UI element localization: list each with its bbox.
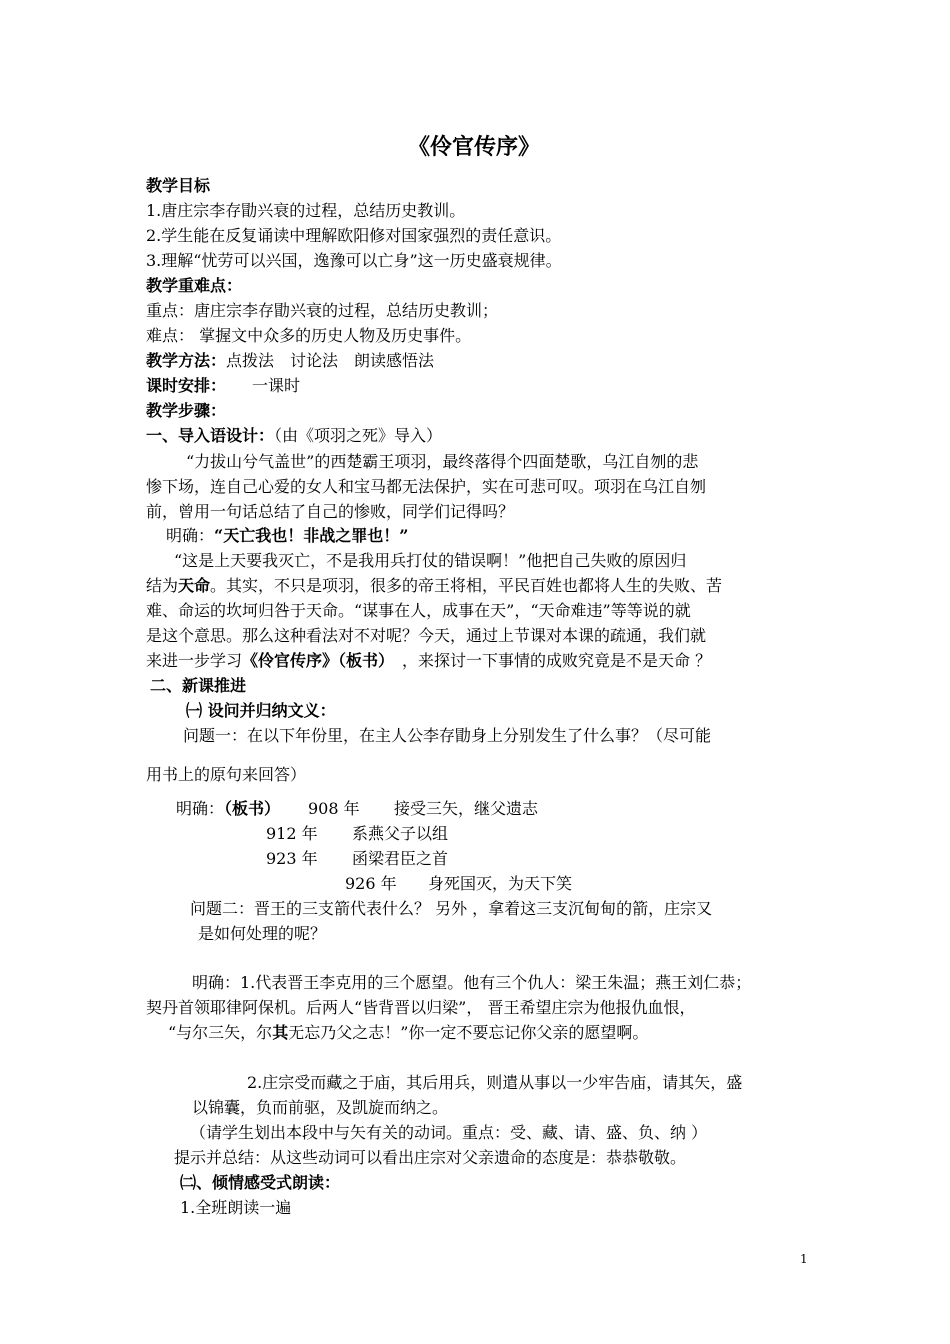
page-number: 1 <box>800 1252 808 1266</box>
explanation-line <box>146 574 722 598</box>
question-2-line: 问题二：晋王的三支箭代表什么？ 另外 ，拿着这三支沉甸甸的箭，庄宗又 <box>190 899 713 918</box>
explanation-line <box>146 649 711 673</box>
explanation-text: 结为 <box>146 576 179 595</box>
answer-quote <box>166 524 408 548</box>
class-hours-text: 一课时 <box>252 376 301 395</box>
section-heading-steps: 教学步骤： <box>146 401 227 420</box>
answer-text: “与尔三矢，尔 <box>168 1023 273 1042</box>
timeline-year: 908 年 <box>308 799 360 818</box>
explanation-line: 难、命运的坎坷归咎于天命。“谋事在人，成事在天”，“天命难违”等等说的就 <box>146 601 691 620</box>
timeline-year: 923 年 <box>266 849 318 868</box>
subsection-heading-1: ㈠ 设问并归纳文义： <box>186 701 336 720</box>
explanation-text: 。其实，不只是项羽，很多的帝王将相，平民百姓也都将人生的失败、苦 <box>210 576 723 595</box>
explanation-emphasis: 天命 <box>178 576 211 595</box>
subsection-heading-2: ㈡、倾情感受式朗读： <box>180 1173 341 1192</box>
answer-3-line: 以锦囊，负而前驱，及凯旋而纳之。 <box>192 1098 449 1117</box>
section-heading-key-points: 教学重难点： <box>146 276 243 295</box>
answer-emphasis: 其 <box>272 1023 289 1042</box>
answer-3-line: 2.庄宗受而藏之于庙，其后用兵，则遣从事以一少牢告庙，请其矢，盛 <box>247 1073 743 1092</box>
timeline-event: 函梁君臣之首 <box>352 849 449 868</box>
goal-2: 2.学生能在反复诵读中理解欧阳修对国家强烈的责任意识。 <box>146 226 562 245</box>
reading-step: 1.全班朗读一遍 <box>180 1198 292 1217</box>
goal-1: 1.唐庄宗李存勖兴衰的过程，总结历史教训。 <box>146 201 466 220</box>
timeline-year: 926 年 <box>345 874 397 893</box>
answer-label: 明确： <box>166 526 215 545</box>
intro-label: 一、导入语设计： <box>146 426 275 445</box>
answer-label: 明确： <box>176 799 225 818</box>
timeline-event: 系燕父子以组 <box>352 824 449 843</box>
teaching-method-text: 点拨法 讨论法 朗读感悟法 <box>226 351 435 370</box>
key-point: 重点：唐庄宗李存勖兴衰的过程，总结历史教训； <box>146 301 499 320</box>
class-hours-label: 课时安排： <box>146 376 227 395</box>
section-heading-new-lesson: 二、新课推进 <box>150 676 247 695</box>
intro-paragraph-line: 惨下场，连自己心爱的女人和宝马都无法保护，实在可悲可叹。项羽在乌江自刎 <box>146 477 707 496</box>
timeline-row <box>176 797 280 821</box>
intro-note: （由《项羽之死》导入） <box>274 426 443 445</box>
timeline-event: 接受三矢，继父遗志 <box>394 799 539 818</box>
question-1-line: 用书上的原句来回答） <box>146 765 307 784</box>
timeline-event: 身死国灭，为天下笑 <box>428 874 573 893</box>
answer-2-line: 明确：1.代表晋王李克用的三个愿望。他有三个仇人：梁王朱温；燕王刘仁恭； <box>192 973 752 992</box>
student-task: （请学生划出本段中与矢有关的动词。重点：受、藏、请、盛、负、纳 ） <box>190 1123 708 1142</box>
teaching-method <box>146 349 434 373</box>
explanation-emphasis: 《伶官传序》（板书） <box>242 651 387 670</box>
difficult-point: 难点： 掌握文中众多的历史人物及历史事件。 <box>146 326 472 345</box>
answer-2-line <box>168 1021 648 1045</box>
answer-text: 无忘乃父之志！”你一定不要忘记你父亲的愿望啊。 <box>288 1023 649 1042</box>
page-title: 《伶官传序》 <box>408 134 541 160</box>
answer-2-line: 契丹首领耶律阿保机。后两人“皆背晋以归梁”， 晋王希望庄宗为他报仇血恨， <box>146 998 696 1017</box>
explanation-text: ，来探讨一下事情的成败究竟是不是天命 ？ <box>386 651 712 670</box>
intro-paragraph-line: “力拔山兮气盖世”的西楚霸王项羽，最终落得个四面楚歌，乌江自刎的悲 <box>186 452 699 471</box>
timeline-year: 912 年 <box>266 824 318 843</box>
board-note: （板书） <box>224 799 281 818</box>
intro-heading <box>146 424 442 448</box>
answer-quote-text: “天亡我也！非战之罪也！” <box>214 526 409 545</box>
summary-line: 提示并总结：从这些动词可以看出庄宗对父亲遗命的态度是：恭恭敬敬。 <box>174 1148 687 1167</box>
explanation-line: “这是上天要我灭亡，不是我用兵打仗的错误啊！”他把自己失败的原因归 <box>174 551 687 570</box>
explanation-text: 来进一步学习 <box>146 651 243 670</box>
class-hours <box>146 374 300 398</box>
goal-3: 3.理解“忧劳可以兴国，逸豫可以亡身”这一历史盛衰规律。 <box>146 251 562 270</box>
intro-paragraph-line: 前，曾用一句话总结了自己的惨败，同学们记得吗？ <box>146 502 515 521</box>
question-1-line: 问题一：在以下年份里，在主人公李存勖身上分别发生了什么事？（尽可能 <box>183 726 712 745</box>
teaching-method-label: 教学方法： <box>146 351 227 370</box>
explanation-line: 是这个意思。那么这种看法对不对呢？今天，通过上节课对本课的疏通，我们就 <box>146 626 707 645</box>
question-2-line: 是如何处理的呢？ <box>198 924 327 943</box>
section-heading-goals: 教学目标 <box>146 176 211 195</box>
